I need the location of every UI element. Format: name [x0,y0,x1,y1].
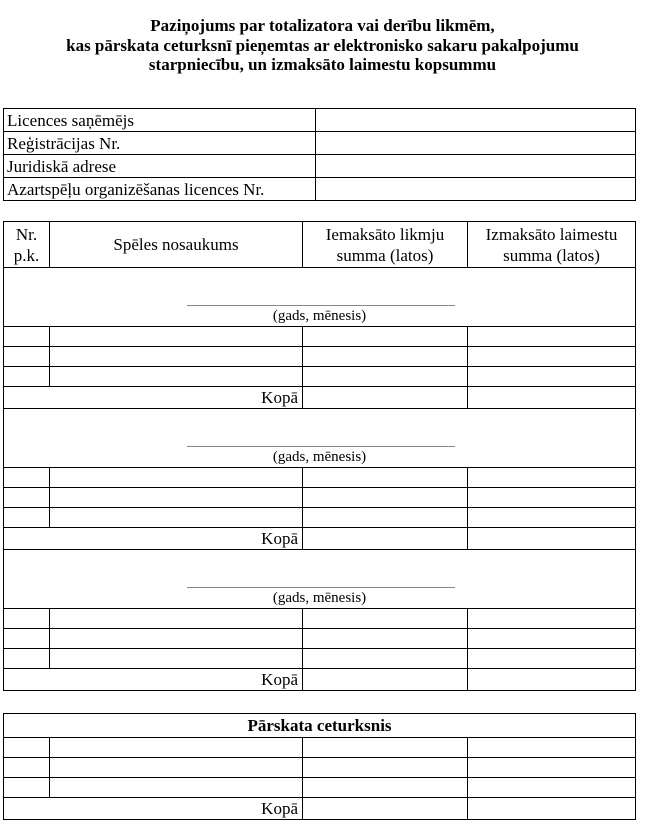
number-cell[interactable] [4,367,50,387]
total-paid-in-cell[interactable] [303,387,468,409]
registration-number-field[interactable] [316,132,636,155]
title-line-1: Paziņojums par totalizatora vai derību likmēm, [150,16,495,35]
table-row [4,347,636,367]
bets-winnings-table [3,221,636,691]
number-cell[interactable] [4,347,50,367]
info-row [4,132,636,155]
legal-address-field[interactable] [316,155,636,178]
quarter-header-row [4,714,636,738]
period-input-line[interactable] [187,446,455,447]
paid-in-cell[interactable] [303,649,468,669]
number-cell[interactable] [4,468,50,488]
info-row [4,109,636,132]
game-name-cell[interactable] [50,738,303,758]
paid-in-cell[interactable] [303,468,468,488]
total-paid-out-cell[interactable] [468,798,636,820]
total-row [4,798,636,820]
info-row [4,178,636,201]
header-row [4,222,636,268]
paid-in-cell[interactable] [303,347,468,367]
paid-in-cell[interactable] [303,609,468,629]
game-name-cell[interactable] [50,468,303,488]
period-row [4,268,636,327]
period-cell [4,409,636,468]
period-caption: (gads, mēnesis) [272,590,367,606]
game-name-cell[interactable] [50,508,303,528]
licensee-info-table [3,108,636,201]
document-title [0,16,645,75]
table-row [4,468,636,488]
total-paid-in-cell[interactable] [303,798,468,820]
total-paid-in-cell[interactable] [303,669,468,691]
paid-out-cell[interactable] [468,367,636,387]
game-name-cell[interactable] [50,649,303,669]
total-label: Kopā [4,798,303,820]
info-row [4,155,636,178]
title-line-2: kas pārskata ceturksnī pieņemtas ar elektronisko sakaru pakalpojumu [66,35,579,55]
info-label: Juridiskā adrese [4,155,316,178]
paid-in-cell[interactable] [303,508,468,528]
paid-out-cell[interactable] [468,629,636,649]
period-caption: (gads, mēnesis) [272,308,367,324]
paid-in-cell[interactable] [303,327,468,347]
table-row [4,758,636,778]
quarter-summary-table [3,713,636,820]
total-paid-out-cell[interactable] [468,669,636,691]
game-name-cell[interactable] [50,488,303,508]
header-number: Nr. p.k. [4,222,50,268]
paid-out-cell[interactable] [468,488,636,508]
table-row [4,508,636,528]
header-paid-in: Iemaksāto likmju summa (latos) [303,222,468,268]
number-cell[interactable] [4,649,50,669]
paid-in-cell[interactable] [303,738,468,758]
game-name-cell[interactable] [50,327,303,347]
paid-out-cell[interactable] [468,609,636,629]
table-row [4,488,636,508]
paid-out-cell[interactable] [468,649,636,669]
licensee-value-field[interactable] [316,109,636,132]
paid-out-cell[interactable] [468,738,636,758]
quarter-title: Pārskata ceturksnis [4,714,636,738]
total-paid-out-cell[interactable] [468,387,636,409]
total-label: Kopā [4,669,303,691]
period-input-line[interactable] [187,305,455,306]
game-name-cell[interactable] [50,629,303,649]
total-row [4,387,636,409]
paid-in-cell[interactable] [303,629,468,649]
number-cell[interactable] [4,629,50,649]
paid-out-cell[interactable] [468,468,636,488]
paid-out-cell[interactable] [468,778,636,798]
paid-in-cell[interactable] [303,488,468,508]
gambling-license-number-field[interactable] [316,178,636,201]
table-row [4,367,636,387]
table-row [4,778,636,798]
paid-out-cell[interactable] [468,327,636,347]
table-row [4,738,636,758]
game-name-cell[interactable] [50,609,303,629]
paid-out-cell[interactable] [468,508,636,528]
header-game-name: Spēles nosaukums [50,222,303,268]
number-cell[interactable] [4,609,50,629]
number-cell[interactable] [4,327,50,347]
number-cell[interactable] [4,758,50,778]
total-row [4,669,636,691]
total-row [4,528,636,550]
period-cell [4,268,636,327]
paid-out-cell[interactable] [468,347,636,367]
table-row [4,609,636,629]
table-row [4,649,636,669]
header-paid-out: Izmaksāto laimestu summa (latos) [468,222,636,268]
total-label: Kopā [4,387,303,409]
total-label: Kopā [4,528,303,550]
number-cell[interactable] [4,508,50,528]
period-input-line[interactable] [187,587,455,588]
period-row [4,550,636,609]
info-label: Azartspēļu organizēšanas licences Nr. [4,178,316,201]
table-row [4,629,636,649]
period-cell [4,550,636,609]
paid-in-cell[interactable] [303,758,468,778]
paid-out-cell[interactable] [468,758,636,778]
number-cell[interactable] [4,738,50,758]
game-name-cell[interactable] [50,758,303,778]
total-paid-out-cell[interactable] [468,528,636,550]
paid-in-cell[interactable] [303,778,468,798]
game-name-cell[interactable] [50,367,303,387]
period-caption: (gads, mēnesis) [272,449,367,465]
table-row [4,327,636,347]
paid-in-cell[interactable] [303,367,468,387]
info-label: Reģistrācijas Nr. [4,132,316,155]
period-row [4,409,636,468]
game-name-cell[interactable] [50,778,303,798]
total-paid-in-cell[interactable] [303,528,468,550]
number-cell[interactable] [4,488,50,508]
title-line-3: starpniecību, un izmaksāto laimestu kopsummu [148,55,497,74]
game-name-cell[interactable] [50,347,303,367]
number-cell[interactable] [4,778,50,798]
info-label: Licences saņēmējs [4,109,316,132]
